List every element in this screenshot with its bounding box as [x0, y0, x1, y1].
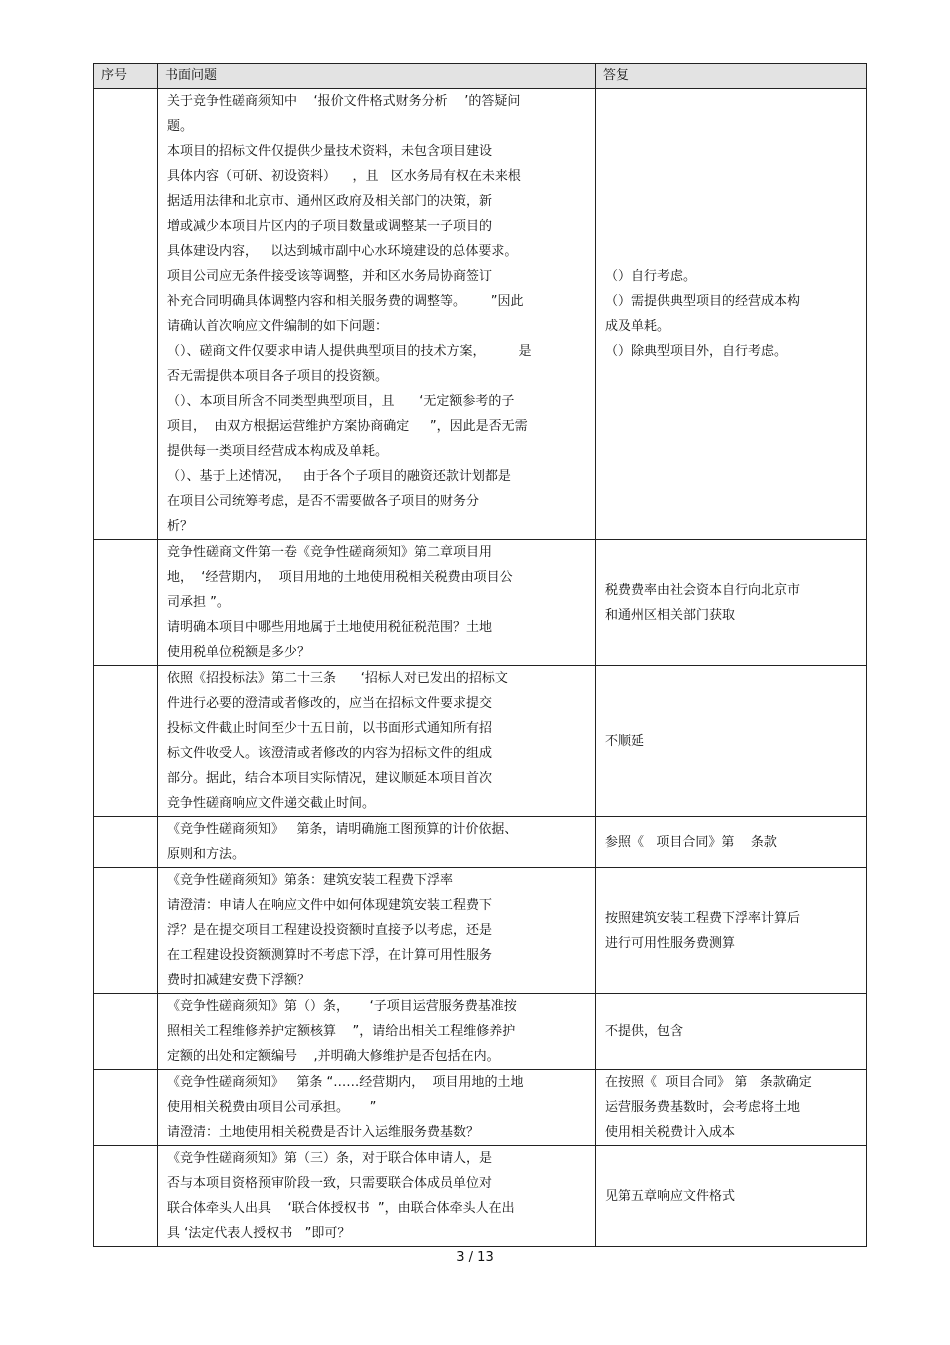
question-line: 件进行必要的澄清或者修改的，应当在招标文件要求提交 [167, 696, 493, 711]
answer-line: 运营服务费基数时，会考虑将土地 [605, 1100, 801, 1115]
row-index [94, 1146, 158, 1247]
question-line: 否与本项目资格预审阶段一致，只需要联合体成员单位对 [167, 1176, 493, 1191]
page-number: 3 / 13 [456, 1250, 494, 1265]
table-row [94, 994, 867, 1070]
row-index [94, 89, 158, 540]
question-line: 浮？是在提交项目工程建设投资额时直接予以考虑，还是 [167, 923, 493, 938]
table-row [94, 666, 867, 817]
question-line: 照相关工程维修养护定额核算 ”，请给出相关工程维修养护 [167, 1024, 516, 1039]
question-line: 竞争性磋商文件第一卷《竞争性磋商须知》第二章项目用 [167, 545, 493, 560]
header-index: 序号 [94, 64, 158, 89]
question-line: 增或减少本项目片区内的子项目数量或调整某一子项目的 [167, 219, 493, 234]
answer-line: （）自行考虑。 [605, 269, 697, 284]
question-line: 请澄清：申请人在响应文件中如何体现建筑安装工程费下 [167, 898, 493, 913]
question-line: 题。 [167, 119, 194, 134]
question-line: 使用税单位税额是多少？ [167, 645, 311, 660]
answer-line: 不顺延 [605, 733, 645, 749]
answer-line: 在按照《 项目合同》 第 条款确定 [605, 1075, 812, 1090]
answer-line: （）除典型项目外，自行考虑。 [605, 344, 788, 359]
answer-cell [596, 1146, 867, 1247]
question-line: 析？ [167, 519, 194, 534]
question-line: 在项目公司统筹考虑，是否不需要做各子项目的财务分 [167, 494, 480, 509]
row-index [94, 540, 158, 666]
question-cell [158, 817, 596, 868]
table-row [94, 89, 867, 540]
row-index [94, 817, 158, 868]
header-question: 书面问题 [158, 64, 596, 89]
answer-line: 进行可用性服务费测算 [605, 935, 736, 951]
row-index [94, 994, 158, 1070]
question-line: 补充合同明确具体调整内容和相关服务费的调整等。 ”因此 [167, 294, 524, 309]
question-line: 标文件收受人。该澄清或者修改的内容为招标文件的组成 [167, 746, 493, 761]
table-row [94, 1146, 867, 1247]
question-line: 项目， 由双方根据运营维护方案协商确定 ”，因此是否无需 [167, 419, 528, 434]
row-index [94, 666, 158, 817]
answer-line: 税费费率由社会资本自行向北京市 [605, 582, 801, 598]
answer-cell [596, 868, 867, 994]
question-line: 具 ‘法定代表人授权书 ”即可？ [167, 1226, 351, 1241]
question-cell [158, 994, 596, 1070]
question-line: 具体建设内容， 以达到城市副中心水环境建设的总体要求。 [167, 244, 518, 259]
answer-cell [596, 666, 867, 817]
answer-line: 和通州区相关部门获取 [605, 607, 736, 623]
question-line: 《竞争性磋商须知》第（）条， ‘子项目运营服务费基准按 [167, 999, 517, 1014]
question-line: 定额的出处和定额编号 ,并明确大修维护是否包括在内。 [167, 1049, 500, 1064]
row-index [94, 868, 158, 994]
question-line: 请明确本项目中哪些用地属于土地使用税征税范围？土地 [167, 620, 493, 635]
question-cell [158, 89, 596, 540]
question-line: 司承担 ”。 [167, 595, 230, 610]
answer-cell [596, 89, 867, 540]
question-line: 否无需提供本项目各子项目的投资额。 [167, 369, 389, 384]
answer-line: 按照建筑安装工程费下浮率计算后 [605, 910, 801, 926]
question-line: 在工程建设投资额测算时不考虑下浮，在计算可用性服务 [167, 948, 493, 963]
question-cell [158, 1070, 596, 1146]
question-line: 投标文件截止时间至少十五日前，以书面形式通知所有招 [167, 721, 493, 736]
question-cell [158, 666, 596, 817]
question-line: 《竞争性磋商须知》 第条 “……经营期内， 项目用地的土地 [167, 1075, 524, 1090]
question-line: 据适用法律和北京市、通州区政府及相关部门的决策，新 [167, 194, 493, 209]
answer-line: （）需提供典型项目的经营成本构 [605, 294, 801, 309]
answer-line: 参照《 项目合同》第 条款 [605, 834, 777, 850]
question-line: 项目公司应无条件接受该等调整，并和区水务局协商签订 [167, 269, 493, 284]
question-line: 关于竞争性磋商须知中 ‘报价文件格式财务分析 ’的答疑问 [167, 94, 521, 109]
table-header-row [94, 64, 867, 89]
answer-cell [596, 994, 867, 1070]
question-line: 请确认首次响应文件编制的如下问题： [167, 319, 389, 334]
answer-line: 不提供，包含 [605, 1024, 684, 1039]
table-row [94, 868, 867, 994]
answer-line: 见第五章响应文件格式 [605, 1188, 736, 1204]
answer-line: 使用相关税费计入成本 [605, 1125, 736, 1140]
header-answer: 答复 [596, 64, 867, 89]
question-line: 请澄清：土地使用相关税费是否计入运维服务费基数？ [167, 1125, 480, 1140]
question-line: 部分。据此，结合本项目实际情况，建议顺延本项目首次 [167, 771, 493, 786]
question-cell [158, 1146, 596, 1247]
table-row [94, 1070, 867, 1146]
question-line: 竞争性磋商响应文件递交截止时间。 [167, 796, 376, 811]
question-line: （）、本项目所含不同类型典型项目，且 ‘无定额参考的子 [167, 394, 515, 409]
question-line: 依照《招投标法》第二十三条 ‘招标人对已发出的招标文 [167, 671, 508, 686]
question-line: 本项目的招标文件仅提供少量技术资料，未包含项目建设 [167, 144, 493, 159]
question-line: 《竞争性磋商须知》第（三）条，对于联合体申请人，是 [167, 1151, 493, 1166]
question-line: 联合体牵头人出具 ‘联合体授权书 ”，由联合体牵头人在出 [167, 1201, 515, 1216]
question-line: 《竞争性磋商须知》 第条，请明确施工图预算的计价依据、 [167, 822, 518, 837]
question-line: 具体内容（可研、初设资料） ，且 区水务局有权在未来根 [167, 169, 521, 184]
question-line: （）、基于上述情况， 由于各个子项目的融资还款计划都是 [167, 469, 511, 484]
question-line: 原则和方法。 [167, 847, 246, 862]
row-index [94, 1070, 158, 1146]
table-row [94, 817, 867, 868]
question-line: 费时扣减建安费下浮额？ [167, 973, 311, 988]
question-cell [158, 540, 596, 666]
answer-cell [596, 817, 867, 868]
table-row [94, 540, 867, 666]
question-cell [158, 868, 596, 994]
question-line: 使用相关税费由项目公司承担。 ” [167, 1100, 377, 1115]
question-line: 提供每一类项目经营成本构成及单耗。 [167, 444, 389, 459]
answer-line: 成及单耗。 [605, 319, 671, 334]
question-line: 《竞争性磋商须知》第条：建筑安装工程费下浮率 [167, 873, 454, 888]
answer-cell [596, 540, 867, 666]
qa-table [93, 63, 867, 1247]
answer-cell [596, 1070, 867, 1146]
question-line: （）、磋商文件仅要求申请人提供典型项目的技术方案， 是 [167, 344, 532, 359]
question-line: 地， ‘经营期内， 项目用地的土地使用税相关税费由项目公 [167, 570, 513, 585]
